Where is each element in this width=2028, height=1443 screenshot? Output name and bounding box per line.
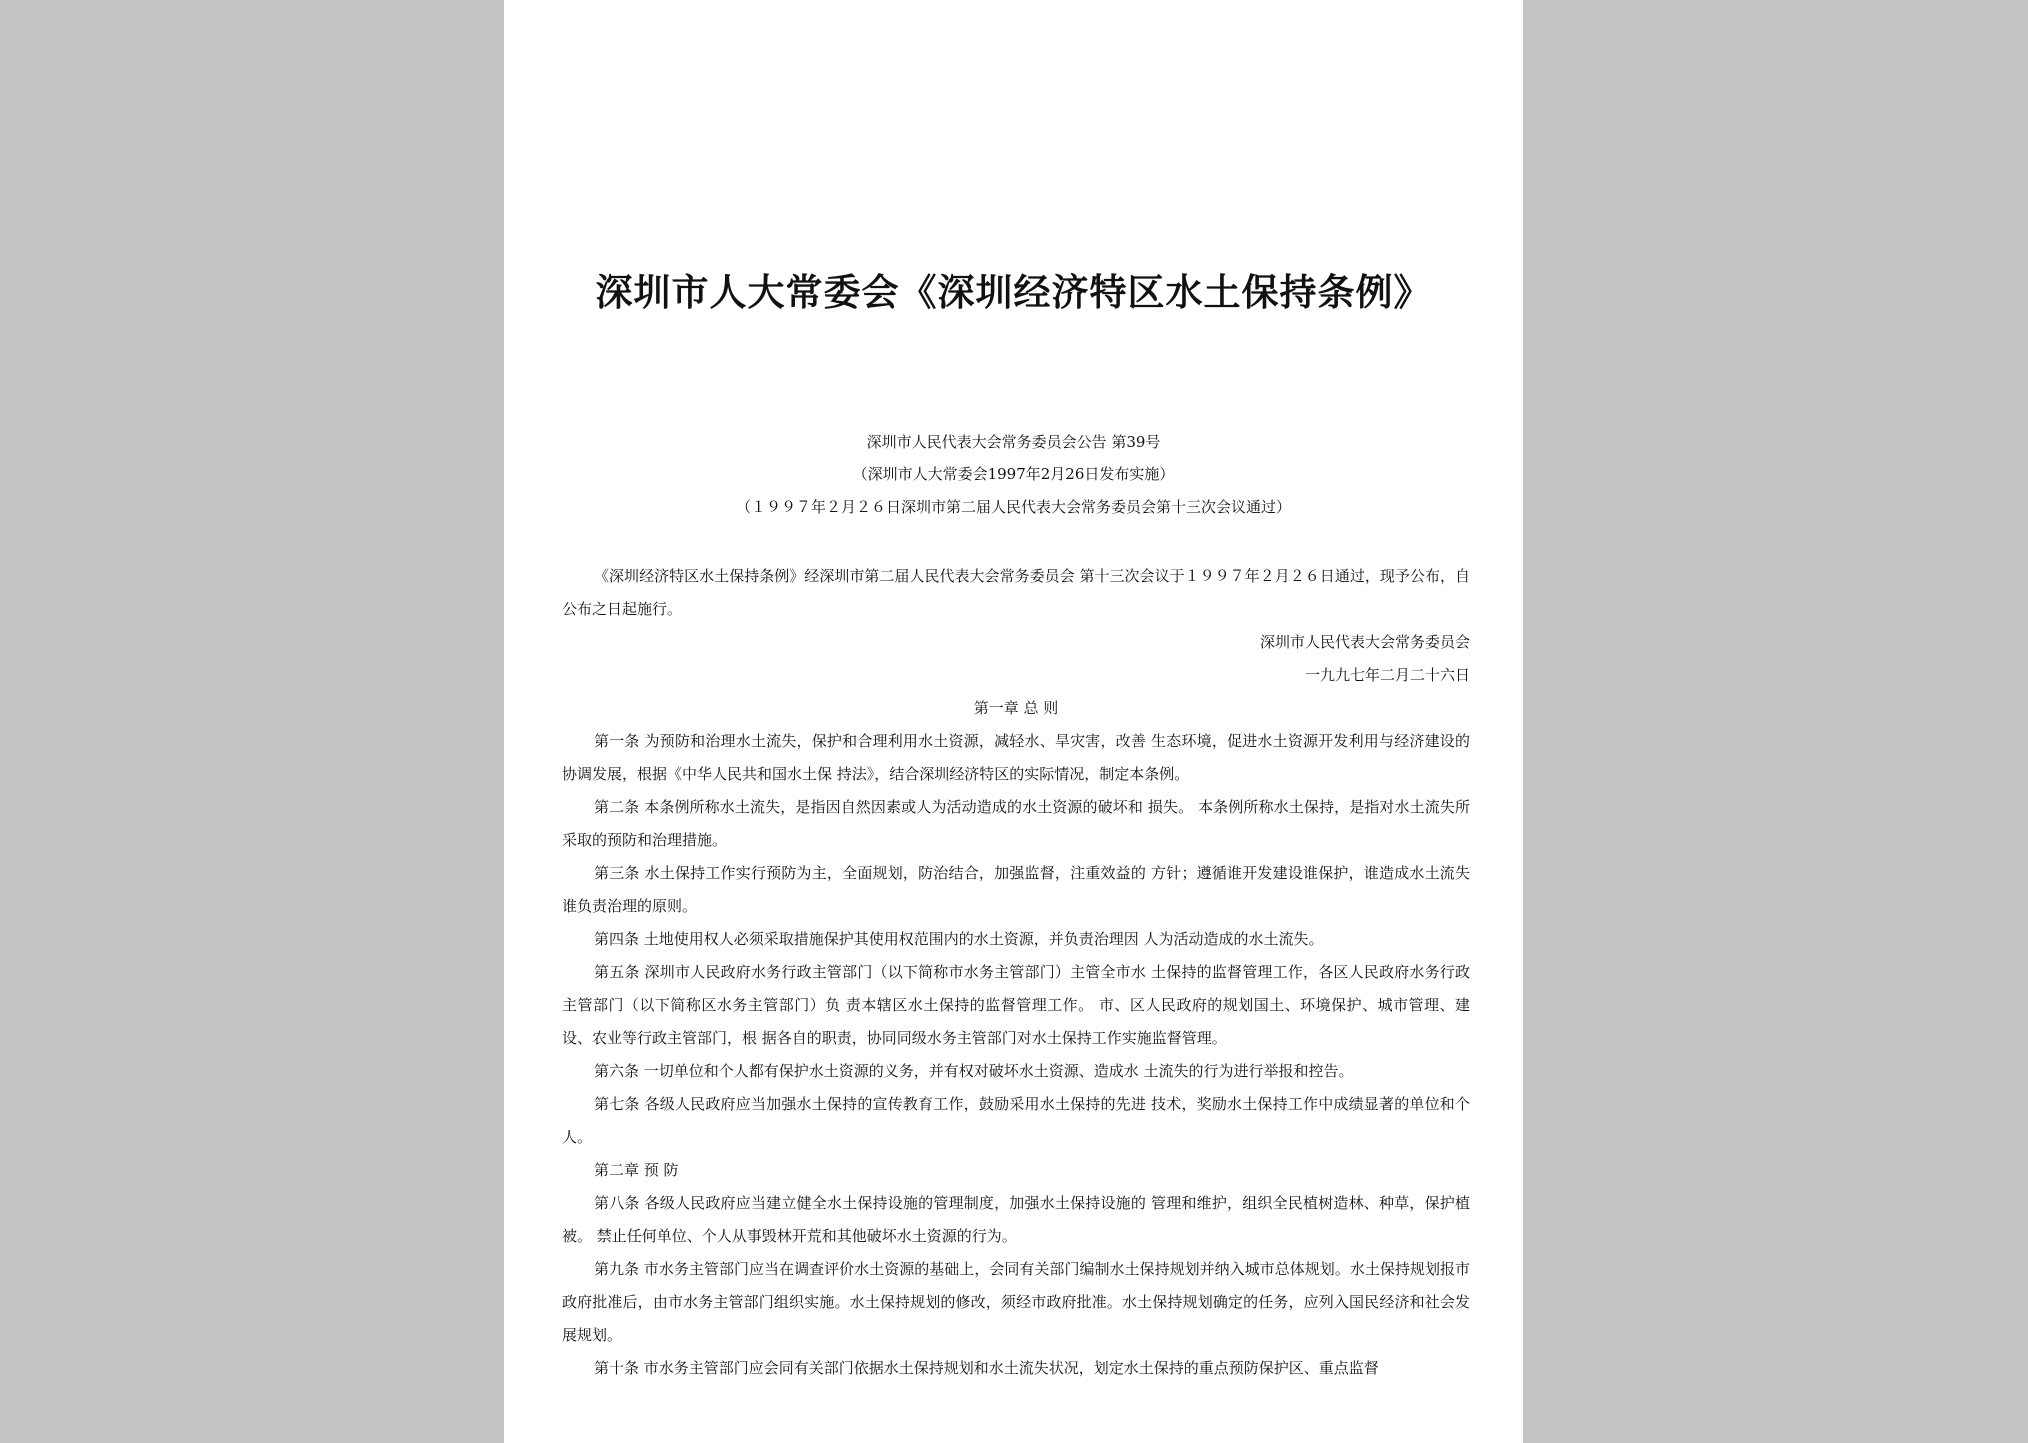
article-paragraph: 第十条 市水务主管部门应会同有关部门依据水土保持规划和水土流失状况，划定水土保持的重点预防保护区、重点监督 [594,1359,1379,1377]
article-paragraph: 第八条 各级人民政府应当建立健全水土保持设施的管理制度，加强水土保持设施的 管理和维护，组织全民植树造林、种草，保护植被。 禁止任何单位、个人从事毁林开荒和其他破坏水土资源的行为。 [562,1194,1470,1245]
article-paragraph: 第七条 各级人民政府应当加强水土保持的宣传教育工作，鼓励采用水土保持的先进 技术，奖励水土保持工作中成绩显著的单位和个人。 [562,1095,1470,1146]
article-paragraph: 第四条 土地使用权人必须采取措施保护其使用权范围内的水土资源，并负责治理因 人为活动造成的水土流失。 [594,930,1324,948]
article-paragraph: 第五条 深圳市人民政府水务行政主管部门（以下简称市水务主管部门）主管全市水 土保持的监督管理工作，各区人民政府水务行政主管部门（以下简称区水务主管部门）负 责本辖区水土保持的监督管理工作。 市、区人民政府的规划国土、环境保护、城市管理、建设、农业等行政主管部门，根 据各自的职责，协同同级水务主管部门对水土保持工作实施监督管理。 [562,963,1470,1047]
issue-note: （深圳市人大常委会1997年2月26日发布实施） [852,465,1175,483]
announcement-date: 一九九七年二月二十六日 [1304,666,1470,684]
announcement-signer: 深圳市人民代表大会常务委员会 [1259,633,1470,651]
adoption-note: （１９９７年２月２６日深圳市第二届人民代表大会常务委员会第十三次会议通过） [735,498,1291,516]
document-page [504,0,1523,1443]
chapter-heading: 第一章 总 则 [973,699,1059,717]
article-paragraph: 第六条 一切单位和个人都有保护水土资源的义务，并有权对破坏水土资源、造成水 土流失的行为进行举报和控告。 [594,1062,1354,1080]
article-paragraph: 第一条 为预防和治理水土流失，保护和合理利用水土资源，减轻水、旱灾害，改善 生态环境，促进水土资源开发利用与经济建设的协调发展，根据《中华人民共和国水土保 持法》，结合深圳经济特区的实际情况，制定本条例。 [562,732,1470,783]
article-paragraph: 第九条 市水务主管部门应当在调查评价水土资源的基础上，会同有关部门编制水土保持规划并纳入城市总体规划。水土保持规划报市政府批准后，由市水务主管部门组织实施。水土保持规划的修改，须经市政府批准。水土保持规划确定的任务，应列入国民经济和社会发展规划。 [562,1260,1470,1344]
article-paragraph: 第三条 水土保持工作实行预防为主，全面规划，防治结合，加强监督，注重效益的 方针；遵循谁开发建设谁保护，谁造成水土流失谁负责治理的原则。 [562,864,1470,915]
document-title: 深圳市人大常委会《深圳经济特区水土保持条例》 [595,270,1432,314]
announcement-number: 深圳市人民代表大会常务委员会公告 第39号 [866,433,1161,451]
chapter-heading: 第二章 预 防 [594,1161,679,1179]
article-paragraph: 第二条 本条例所称水土流失，是指因自然因素或人为活动造成的水土资源的破坏和 损失。 本条例所称水土保持，是指对水土流失所采取的预防和治理措施。 [562,798,1470,849]
document-body [562,560,1470,1385]
announcement-text: 《深圳经济特区水土保持条例》经深圳市第二届人民代表大会常务委员会 第十三次会议于１９９７年２月２６日通过，现予公布，自公布之日起施行。 [562,567,1470,618]
